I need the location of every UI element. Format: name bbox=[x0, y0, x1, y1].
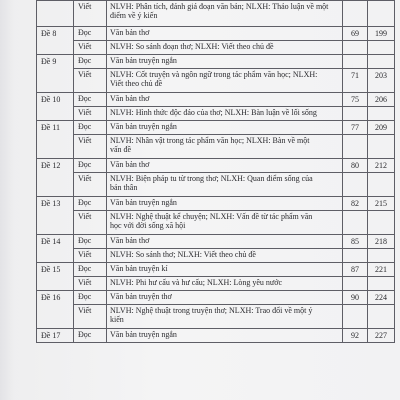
toc-table bbox=[36, 0, 395, 343]
exam-label-cell: Đề 14 bbox=[37, 235, 74, 263]
topic-cell bbox=[107, 305, 343, 329]
exam-label-cell bbox=[37, 1, 74, 27]
page-end-cell: 212 bbox=[368, 159, 395, 173]
skill-cell: Đọc bbox=[74, 235, 107, 249]
exam-label-cell: Đề 17 bbox=[37, 329, 74, 343]
page-start-cell bbox=[343, 173, 368, 197]
page-end-cell: 227 bbox=[368, 329, 395, 343]
page-end-cell bbox=[368, 211, 395, 235]
table-row bbox=[37, 69, 395, 93]
table-row bbox=[37, 159, 395, 173]
skill-cell: Viết bbox=[74, 1, 107, 27]
page-start-cell bbox=[343, 135, 368, 159]
topic-cell bbox=[107, 1, 343, 27]
topic-cell bbox=[107, 159, 343, 173]
table-row bbox=[37, 291, 395, 305]
page-start-cell bbox=[343, 305, 368, 329]
skill-cell: Đọc bbox=[74, 291, 107, 305]
page-end-cell: 199 bbox=[368, 27, 395, 41]
topic-line: NLVH: Cốt truyện và ngôn ngữ trong tác phẩm văn học; NLXH: bbox=[110, 70, 318, 79]
table-row bbox=[37, 277, 395, 291]
page-start-cell: 92 bbox=[343, 329, 368, 343]
toc-table-body bbox=[37, 1, 395, 343]
page-end-cell: 209 bbox=[368, 121, 395, 135]
topic-cell bbox=[107, 249, 343, 263]
topic-cell bbox=[107, 135, 343, 159]
table-row bbox=[37, 121, 395, 135]
page-end-cell bbox=[368, 41, 395, 55]
topic-line: NLVH: Phân tích, đánh giá đoạn văn bản; NLXH: Thảo luận về một bbox=[110, 2, 329, 11]
table-row bbox=[37, 263, 395, 277]
skill-cell: Đọc bbox=[74, 197, 107, 211]
topic-line: học với đời sống xã hội bbox=[110, 221, 186, 230]
skill-cell: Viết bbox=[74, 41, 107, 55]
page-start-cell: 87 bbox=[343, 263, 368, 277]
topic-line: Văn bản thơ bbox=[110, 160, 150, 169]
page-start-cell: 85 bbox=[343, 235, 368, 249]
exam-label-cell: Đề 10 bbox=[37, 93, 74, 121]
skill-cell: Đọc bbox=[74, 93, 107, 107]
table-row bbox=[37, 93, 395, 107]
page-start-cell: 75 bbox=[343, 93, 368, 107]
skill-cell: Viết bbox=[74, 135, 107, 159]
page-fold-shadow bbox=[0, 0, 14, 400]
topic-cell bbox=[107, 235, 343, 249]
exam-label-cell: Đề 15 bbox=[37, 263, 74, 291]
topic-cell bbox=[107, 27, 343, 41]
skill-cell: Đọc bbox=[74, 55, 107, 69]
topic-line: NLVH: Nghệ thuật trong truyện thơ; NLXH: Trao đổi về một ý bbox=[110, 306, 313, 315]
topic-line: Văn bản truyện kí bbox=[110, 264, 168, 273]
page-end-cell: 206 bbox=[368, 93, 395, 107]
table-row bbox=[37, 55, 395, 69]
topic-line: NLVH: Phi hư cấu và hư cấu; NLXH: Lòng yêu nước bbox=[110, 278, 283, 287]
topic-line: NLVH: Nghệ thuật kể chuyện; NLXH: Vấn đề từ tác phẩm văn bbox=[110, 212, 313, 221]
topic-cell bbox=[107, 173, 343, 197]
skill-cell: Viết bbox=[74, 211, 107, 235]
page-start-cell: 82 bbox=[343, 197, 368, 211]
skill-cell: Viết bbox=[74, 107, 107, 121]
page-start-cell bbox=[343, 107, 368, 121]
page-end-cell bbox=[368, 107, 395, 121]
page-start-cell bbox=[343, 1, 368, 27]
topic-line: NLVH: So sánh thơ; NLXH: Viết theo chủ đề bbox=[110, 250, 256, 259]
skill-cell: Viết bbox=[74, 173, 107, 197]
exam-label-cell: Đề 9 bbox=[37, 55, 74, 93]
topic-cell bbox=[107, 277, 343, 291]
topic-cell bbox=[107, 121, 343, 135]
exam-label-cell: Đề 11 bbox=[37, 121, 74, 159]
page-start-cell: 71 bbox=[343, 69, 368, 93]
skill-cell: Viết bbox=[74, 69, 107, 93]
topic-line: Văn bản truyện ngắn bbox=[110, 198, 177, 207]
page-start-cell: 90 bbox=[343, 291, 368, 305]
exam-label-cell: Đề 8 bbox=[37, 27, 74, 55]
topic-cell bbox=[107, 263, 343, 277]
table-row bbox=[37, 135, 395, 159]
skill-cell: Đọc bbox=[74, 329, 107, 343]
table-row bbox=[37, 305, 395, 329]
topic-cell bbox=[107, 55, 343, 69]
page-start-cell bbox=[343, 211, 368, 235]
table-row bbox=[37, 197, 395, 211]
table-row bbox=[37, 27, 395, 41]
table-row bbox=[37, 173, 395, 197]
skill-cell: Đọc bbox=[74, 121, 107, 135]
topic-cell bbox=[107, 291, 343, 305]
skill-cell: Viết bbox=[74, 305, 107, 329]
topic-line: bản thân bbox=[110, 183, 138, 192]
topic-line: điểm về ý kiến bbox=[110, 11, 158, 20]
skill-cell: Viết bbox=[74, 277, 107, 291]
topic-line: NLVH: Biện pháp tu từ trong thơ; NLXH: Quan điểm sống của bbox=[110, 174, 313, 183]
skill-cell: Đọc bbox=[74, 27, 107, 41]
table-row bbox=[37, 107, 395, 121]
topic-line: Viết theo chủ đề bbox=[110, 79, 163, 88]
page-start-cell: 69 bbox=[343, 27, 368, 41]
page-end-cell: 224 bbox=[368, 291, 395, 305]
topic-line: Văn bản thơ bbox=[110, 28, 150, 37]
table-row bbox=[37, 41, 395, 55]
topic-line: Văn bản truyện ngắn bbox=[110, 330, 177, 339]
skill-cell: Viết bbox=[74, 249, 107, 263]
page-end-cell bbox=[368, 277, 395, 291]
page-end-cell: 215 bbox=[368, 197, 395, 211]
page-start-cell bbox=[343, 55, 368, 69]
topic-cell bbox=[107, 69, 343, 93]
topic-line: kiến bbox=[110, 315, 124, 324]
page-start-cell bbox=[343, 249, 368, 263]
skill-cell: Đọc bbox=[74, 263, 107, 277]
exam-label-cell: Đề 16 bbox=[37, 291, 74, 329]
page-end-cell bbox=[368, 249, 395, 263]
exam-label-cell: Đề 13 bbox=[37, 197, 74, 235]
table-row bbox=[37, 235, 395, 249]
table-row bbox=[37, 329, 395, 343]
topic-cell bbox=[107, 93, 343, 107]
topic-cell bbox=[107, 107, 343, 121]
page-end-cell bbox=[368, 305, 395, 329]
topic-line: vấn đề bbox=[110, 145, 132, 154]
page-end-cell: 221 bbox=[368, 263, 395, 277]
table-row bbox=[37, 249, 395, 263]
topic-cell bbox=[107, 41, 343, 55]
exam-label-cell: Đề 12 bbox=[37, 159, 74, 197]
page-start-cell bbox=[343, 277, 368, 291]
skill-cell: Đọc bbox=[74, 159, 107, 173]
page-start-cell bbox=[343, 41, 368, 55]
table-row bbox=[37, 211, 395, 235]
page-start-cell: 80 bbox=[343, 159, 368, 173]
page-end-cell bbox=[368, 173, 395, 197]
topic-cell bbox=[107, 329, 343, 343]
topic-cell bbox=[107, 197, 343, 211]
topic-cell bbox=[107, 211, 343, 235]
topic-line: NLVH: Nhân vật trong tác phẩm văn học; NLXH: Bàn về một bbox=[110, 136, 310, 145]
page-start-cell: 77 bbox=[343, 121, 368, 135]
topic-line: Văn bản truyện thơ bbox=[110, 292, 172, 301]
topic-line: Văn bản truyện ngắn bbox=[110, 56, 177, 65]
page-end-cell bbox=[368, 1, 395, 27]
page-end-cell bbox=[368, 135, 395, 159]
topic-line: Văn bản truyện ngắn bbox=[110, 122, 177, 131]
topic-line: NLVH: So sánh đoạn thơ; NLXH: Viết theo chủ đề bbox=[110, 42, 274, 51]
topic-line: Văn bản thơ bbox=[110, 236, 150, 245]
page-end-cell: 218 bbox=[368, 235, 395, 249]
page-end-cell bbox=[368, 55, 395, 69]
topic-line: Văn bản thơ bbox=[110, 94, 150, 103]
table-row bbox=[37, 1, 395, 27]
topic-line: NLVH: Hình thức độc đáo của thơ; NLXH: Bàn luận về lối sống bbox=[110, 108, 317, 117]
page-end-cell: 203 bbox=[368, 69, 395, 93]
